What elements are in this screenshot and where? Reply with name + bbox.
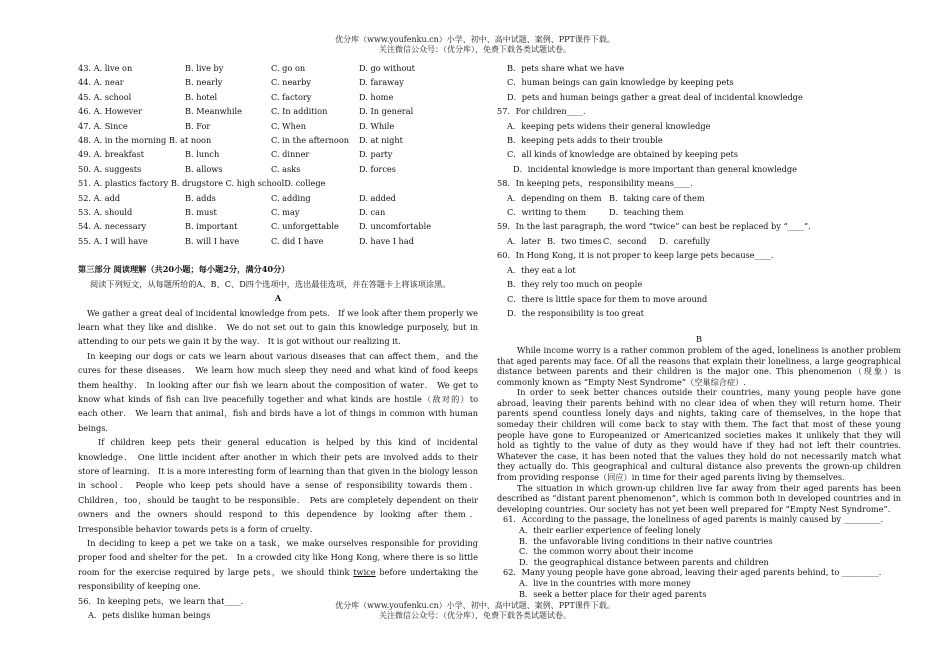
opt-c: C. asks: [271, 163, 301, 174]
opt-a: 45. A. school: [78, 91, 132, 102]
passage-a-paragraph: [78, 536, 478, 594]
question-option-row: [497, 234, 901, 248]
cloze-row: [78, 104, 478, 118]
question-option: B．two times: [547, 235, 602, 246]
opt-d: D. In general: [359, 106, 414, 117]
opt-a: 43. A. live on: [78, 63, 133, 73]
question-stem: 58．In keeping pets，responsibility means____．: [497, 178, 699, 189]
opt-all: 51. A. plastics factory B. drugstore C. high schoolD. college: [78, 178, 326, 189]
opt-b: B. nearly: [185, 77, 223, 88]
page-footer: [0, 601, 950, 621]
footer-line-1: 优分库（www.youfenku.cn）小学、初中、高中试题、案例、PPT课件下载。: [335, 601, 615, 610]
question-option: A．later: [507, 235, 541, 246]
question-option: C．all kinds of knowledge are obtained by keeping pets: [507, 149, 739, 160]
opt-a: 46. A. However: [78, 106, 143, 117]
question-stem: 60．In Hong Kong, it is not proper to keep large pets because____．: [497, 250, 780, 261]
question-option: B．they rely too much on people: [507, 279, 643, 290]
header-line-1: 优分库（www.youfenku.cn）小学、初中、高中试题、案例、PPT课件下载。: [335, 35, 615, 44]
opt-b: B. important: [185, 221, 238, 232]
passage-b: [497, 334, 901, 599]
opt-c: C. dinner: [271, 149, 310, 160]
opt-d: D. While: [359, 120, 395, 131]
question-option: C．second: [603, 235, 647, 246]
opt-a: 50. A. suggests: [78, 163, 142, 174]
underlined-word: twice: [353, 566, 376, 577]
question-option: D．pets and human beings gather a great deal of incidental knowledge: [507, 91, 803, 102]
opt-d: D. uncomfortable: [359, 221, 432, 232]
left-column: [78, 61, 478, 622]
question-option: D．incidental knowledge is more important than general knowledge: [513, 163, 797, 174]
question-option: B．pets share what we have: [507, 63, 625, 73]
question-stem: 59．In the last paragraph, the word “twice” can best be replaced by “____”．: [497, 221, 817, 232]
opt-b: B. allows: [185, 163, 223, 174]
passage-a-label: A: [274, 293, 282, 304]
opt-d: D. party: [359, 149, 393, 160]
cloze-row: [78, 219, 478, 233]
section-instruction: 阅读下列短文，从每题所给的A、B、C、D四个选项中，选出最佳选项，并在答题卡上将该项涂黑。: [90, 278, 451, 289]
opt-a: 49. A. breakfast: [78, 149, 144, 160]
opt-b: B. lunch: [185, 149, 220, 160]
opt-a: 53. A. should: [78, 207, 133, 218]
passage-a-paragraph: If children keep pets their general education is helped by this kind of incidental knowledge． One little incident after another in which their pets are involved adds to their store of learning． It is a more interesting form of learning than that given in the biology lesson in school． People who keep pets should have a sense of responsibility towards them． Children，too，should be taught to be responsible． Pets are completely dependent on their owners and the owners should respond to this dependence by looking after them． Irresponsible behavior towards pets is a form of cruelty．: [78, 437, 478, 534]
opt-d: D. forces: [359, 163, 396, 174]
cloze-row: [78, 133, 478, 147]
cloze-row: [78, 75, 478, 89]
right-column: [497, 61, 901, 599]
opt-c: C. adding: [271, 192, 311, 203]
opt-b: B. hotel: [185, 91, 218, 102]
opt-c: C. In addition: [271, 106, 328, 117]
opt-c: C. nearby: [271, 77, 311, 88]
question-option: D．carefully: [659, 235, 711, 246]
cloze-row: [78, 147, 478, 161]
opt-a: 54. A. necessary: [78, 221, 147, 232]
question-stem: 61．According to the passage, the loneliness of aged parents is mainly caused by _________.: [503, 514, 884, 525]
question-option: A．they eat a lot: [507, 264, 576, 275]
opt-ab: 48. A. in the morning B. at noon: [78, 135, 212, 146]
opt-d: D. have I had: [359, 235, 414, 246]
question-option: A．live in the countries with more money: [519, 577, 691, 588]
opt-c: C. did I have: [271, 235, 324, 246]
question-option: C．there is little space for them to move around: [507, 293, 708, 304]
opt-d: D. can: [359, 207, 386, 218]
opt-c: C. in the afternoon: [271, 135, 350, 146]
passage-b-paragraph: In order to seek better chances outside their countries, many young people have gone abroad, leaving their parents behind with no clear idea of when they will return home. Their parents spend countless lonely days and nights, taking care of themselves, in the hope that someday their children will come back to stay with them. The fact that most of these young people have gone to Europeanized or Americanized societies makes it unlikely that they will hold as tightly to the value of duty as they would have if they had not left their countries. Whatever the case, it has been noted that the values they hold do not necessarily match what they actually do. This geographical and cultural distance also prevents the grown-up children from providing response（回应）in time for their aged parents living by themselves.: [497, 387, 901, 483]
question-option: B．seek a better place for their aged parents: [519, 588, 707, 599]
opt-d: D. home: [359, 91, 394, 102]
opt-b: B. Meanwhile: [185, 106, 242, 117]
question-option: A．depending on them: [507, 192, 602, 203]
question-option: B．the unfavorable living conditions in their native countries: [519, 535, 773, 546]
passage-a-paragraph: We gather a great deal of incidental knowledge from pets． If we look after them properly we learn what they like and dislike． We do not set out to gain this knowledge purposely, but in attending to our pets we gain it by the way． It is got without our realizing it．: [78, 307, 478, 347]
question-option: C．the common worry about their income: [519, 546, 694, 557]
question-option-row: [497, 191, 901, 205]
question-option: C．writing to them: [507, 207, 587, 218]
opt-d: D. at night: [359, 135, 403, 146]
opt-a: 47. A. Since: [78, 120, 128, 131]
opt-b: B. For: [185, 120, 211, 131]
cloze-row: [78, 90, 478, 104]
opt-b: B. adds: [185, 192, 216, 203]
opt-c: C. go on: [271, 63, 306, 73]
passage-a-paragraph: In keeping our dogs or cats we learn about various diseases that can affect them，and the cures for these diseases． We learn how much sleep they need and what kind of food keeps them healthy． In looking after our fish we learn about the composition of water． We get to know what kinds of fish can live peacefully together and what kinds are hostile（敌对的）to each other． We learn that animal，fish and birds have a lot of things in common with human beings．: [78, 350, 478, 433]
question-option: A．their earlier experience of feeling lonely: [519, 525, 701, 535]
cloze-options: [78, 61, 478, 248]
passage-b-label: B: [695, 334, 703, 345]
question-option: A．keeping pets widens their general knowledge: [507, 120, 711, 131]
question-option: A．pets dislike human beings: [88, 610, 211, 621]
cloze-row: [78, 234, 478, 248]
question-option: D．the geographical distance between parents and children: [519, 556, 769, 567]
opt-d: D. added: [359, 192, 396, 203]
question-option: B．keeping pets adds to their trouble: [507, 135, 663, 146]
opt-a: 52. A. add: [78, 192, 121, 203]
opt-d: D. go without: [359, 63, 415, 73]
cloze-row: [78, 162, 478, 176]
opt-a: 55. A. I will have: [78, 235, 148, 246]
cloze-row: [78, 191, 478, 205]
question-stem: 57．For children____．: [497, 106, 592, 117]
opt-c: C. factory: [271, 91, 312, 102]
cloze-row: [78, 61, 478, 75]
question-option: D．teaching them: [609, 207, 684, 218]
question-stem: 62．Many young people have gone abroad, leaving their aged parents behind, to _________.: [503, 567, 882, 578]
para4-end: before undertaking the responsibility of keeping one．: [78, 566, 478, 592]
opt-b: B. will I have: [185, 235, 240, 246]
question-option: D．the responsibility is too great: [507, 307, 644, 318]
opt-a: 44. A. near: [78, 77, 124, 88]
question-option: C．human beings can gain knowledge by keeping pets: [507, 77, 734, 88]
opt-c: C. When: [271, 120, 306, 131]
opt-b: B. live by: [185, 63, 224, 73]
opt-d: D. faraway: [359, 77, 404, 88]
question-option: B．taking care of them: [609, 192, 705, 203]
cloze-row: [78, 205, 478, 219]
opt-b: B. must: [185, 207, 217, 218]
question-option-row: [497, 205, 901, 219]
cloze-row: [78, 176, 478, 190]
section-title: 第三部分 阅读理解（共20小题；每小题2分，满分40分）: [78, 264, 290, 275]
question-stem: 56．In keeping pets，we learn that____．: [78, 595, 249, 606]
para4-start: In deciding to keep a pet we take on a task，we make ourselves responsible for providing proper food and shelter for the pet． In a crowded city like Hong Kong, where there is so little room for the exercise required by large pets，we should think: [78, 538, 478, 577]
passage-b-paragraph: The situation in which grown-up children live far away from their aged parents has been described as “distant parent phenomenon”, which is common both in developed countries and in developing countries. Our society has not yet been well prepared for “Empty Nest Syndrome”.: [497, 482, 901, 514]
cloze-row: [78, 119, 478, 133]
passage-b-paragraph: While income worry is a rather common problem of the aged, loneliness is another problem that aged parents may face. Of all the reasons that explain their loneliness, a large geographical distance between parents and their children is the major one. This phenomenon（现象）is commonly known as “Empty Nest Syndrome”（空巢综合症）.: [497, 344, 901, 387]
footer-line-2: 关注微信公众号：（优分库），免费下载各类试题试卷。: [379, 611, 571, 620]
header-line-2: 关注微信公众号：（优分库），免费下载各类试题试卷。: [379, 45, 571, 54]
opt-c: C. may: [271, 207, 300, 218]
opt-c: C. unforgettable: [271, 221, 339, 232]
page-header: [0, 35, 950, 55]
